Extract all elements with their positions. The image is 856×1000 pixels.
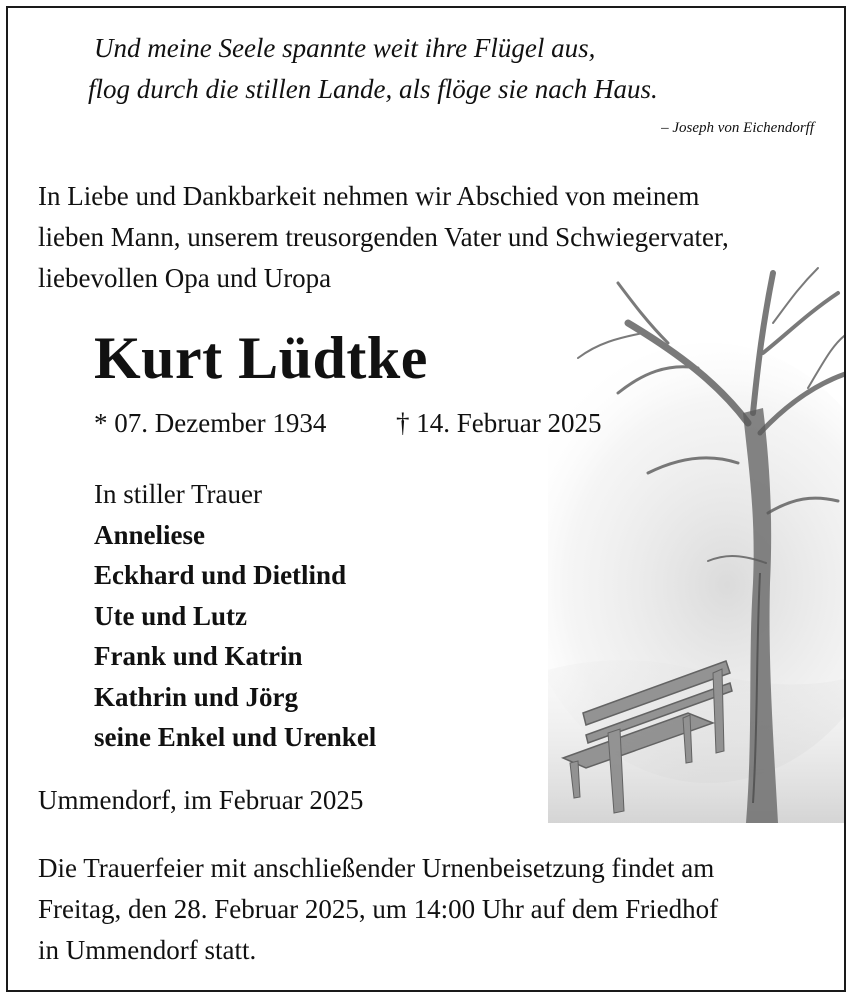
obituary-notice	[6, 6, 846, 992]
mourner-name: Kathrin und Jörg	[94, 681, 299, 712]
quote-line-2: flog durch die stillen Lande, als flöge sie nach Haus.	[88, 74, 658, 104]
mourner-name: Ute und Lutz	[94, 600, 248, 631]
intro-line-2: lieben Mann, unserem treusorgenden Vater und Schwiegervater,	[38, 222, 729, 252]
place-and-date: Ummendorf, im Februar 2025	[38, 785, 364, 815]
service-line-3: in Ummendorf statt.	[38, 935, 257, 965]
quote-attribution: – Joseph von Eichendorff	[661, 120, 814, 136]
service-line-1: Die Trauerfeier mit anschließender Urnenbeisetzung findet am	[38, 853, 715, 883]
mourner-name: Anneliese	[94, 519, 205, 550]
mourners-heading: In stiller Trauer	[94, 479, 262, 509]
birth-date: * 07. Dezember 1934	[94, 408, 327, 438]
intro-line-1: In Liebe und Dankbarkeit nehmen wir Abschied von meinem	[38, 181, 700, 211]
death-date	[396, 408, 601, 439]
mourner-name: seine Enkel und Urenkel	[94, 722, 377, 752]
mourner-name: Eckhard und Dietlind	[94, 560, 347, 590]
death-date-value: 14. Februar 2025	[416, 408, 602, 438]
quote-line-1: Und meine Seele spannte weit ihre Flügel aus,	[94, 33, 596, 63]
service-line-2: Freitag, den 28. Februar 2025, um 14:00 Uhr auf dem Friedhof	[38, 894, 719, 924]
mourner-name: Frank und Katrin	[94, 641, 303, 671]
cross-icon: †	[396, 408, 410, 438]
deceased-name: Kurt Lüdtke	[94, 325, 428, 391]
mourners-block	[94, 474, 376, 758]
intro-line-3: liebevollen Opa und Uropa	[38, 263, 332, 293]
tree-and-bench-illustration	[548, 263, 846, 823]
